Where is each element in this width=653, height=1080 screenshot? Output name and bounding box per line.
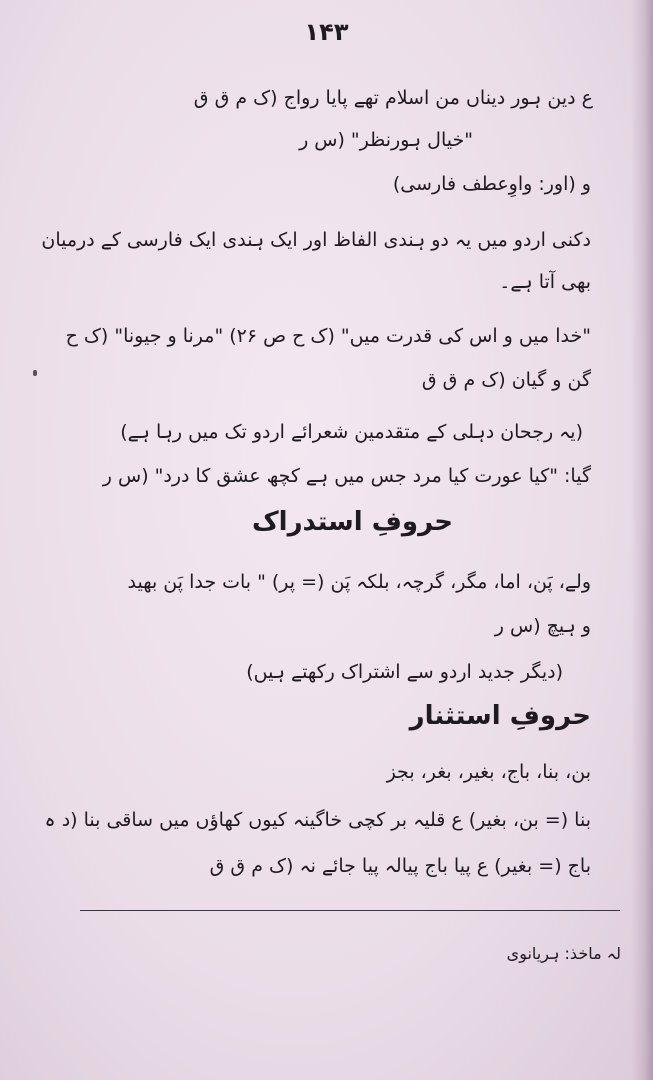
text-line-12: و ہیچ (س ر [494,615,591,637]
text-line-17: باج (= بغیر) ع پیا باج پیالہ پیا جائے نہ (ک م ق ق [209,855,591,877]
text-line-5: بھی آتا ہے۔ [499,271,591,293]
text-line-1: ع دین ہور دیناں من اسلام تھے پایا رواج (ک م ق ق [193,87,593,109]
page-number: ۱۴۳ [304,18,349,46]
footnote-divider [80,910,620,911]
text-line-13: (دیگر جدید اردو سے اشتراک رکھتے ہیں) [246,661,563,683]
text-line-6: "خدا میں و اس کی قدرت میں" (ک ح ص ۲۶) "مرنا و جیونا" (ک ح [65,325,591,347]
text-line-7: گن و گیان (ک م ق ق [421,369,591,391]
text-line-8: (یہ رجحان دہلی کے متقدمین شعرائے اردو تک میں رہا ہے) [120,421,583,443]
text-line-15: بن، بنا، باج، بغیر، بغر، بجز [386,761,591,783]
text-line-3: و (اور: واوِعطف فارسی) [392,173,591,195]
section-heading-istisna: حروفِ استثنار [409,701,591,731]
text-line-2: "خیال ہورنظر" (س ر [299,129,473,151]
text-line-16: بنا (= بن، بغیر) ع قلیہ بر کچی خاگینہ کیوں کھاؤں میں ساقی بنا (د ہ [44,809,591,831]
footnote: لہ ماخذ: ہریانوی [506,944,621,963]
ink-mark [33,370,37,376]
section-heading-istidrak: حروفِ استدراک [252,507,453,537]
text-line-4: دکنی اردو میں یہ دو ہندی الفاظ اور ایک ہندی ایک فارسی کے درمیان [41,229,591,251]
text-line-11: ولے، پَن، اما، مگر، گرچہ، بلکہ پَن (= پر) " بات جدا پَن بھید [127,571,591,593]
text-line-9: گیا: "کیا عورت کیا مرد جس میں ہے کچھ عشق کا درد" (س ر [102,465,591,487]
page-edge-shadow [631,0,653,1080]
